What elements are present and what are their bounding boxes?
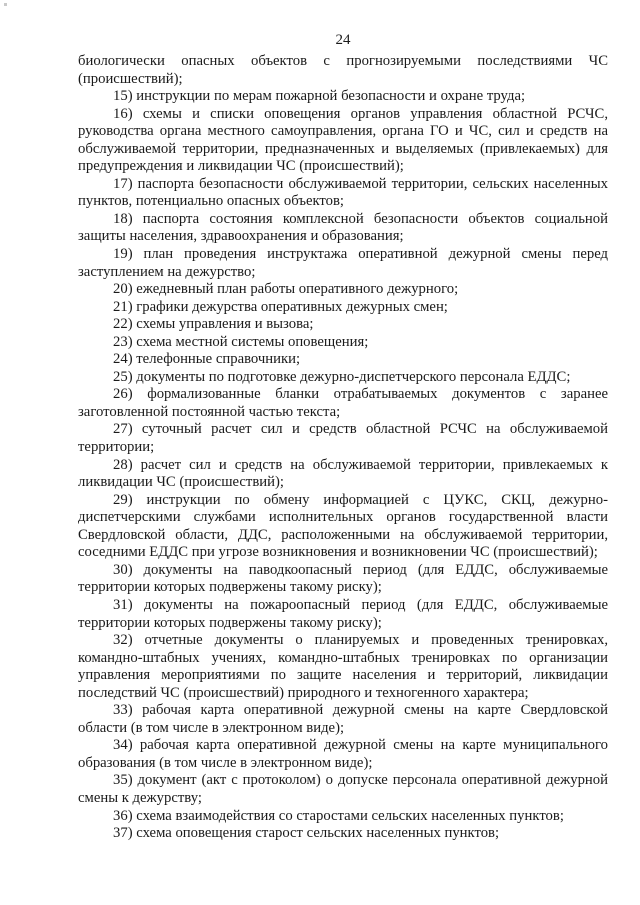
- list-item-27: 27) суточный расчет сил и средств областной РСЧС на обслуживаемой территории;: [78, 421, 608, 456]
- list-item-16: 16) схемы и списки оповещения органов управления областной РСЧС, руководства органа местного самоуправления, органа ГО и ЧС, сил и средств на обслуживаемой территории, предназначенных и выделяемых (привлекаемых) для предупреждения и ликвидации ЧС (происшествий);: [78, 105, 608, 175]
- list-item-33: 33) рабочая карта оперативной дежурной смены на карте Свердловской области (в том числе в электронном виде);: [78, 702, 608, 736]
- list-item-37: 37) схема оповещения старост сельских населенных пунктов;: [113, 825, 500, 842]
- list-item-35: 35) документ (акт с протоколом) о допуске персонала оперативной дежурной смены к дежурству;: [78, 772, 608, 806]
- list-item-29: 29) инструкции по обмену информацией с ЦУКС, СКЦ, дежурно-диспетчерскими службами исполнительных органов государственной власти Свердловской области, ДДС, расположенными на обслуживаемой территории, соседними ЕДДС при угрозе возникновения и возникновении ЧС (происшествий);: [78, 491, 608, 561]
- list-item-31: 31) документы на пожароопасный период (для ЕДДС, обслуживаемые территории которых подвержены такому риску);: [78, 596, 608, 631]
- list-item-20: 20) ежедневный план работы оперативного дежурного;: [113, 281, 459, 298]
- list-item-22: 22) схемы управления и вызова;: [113, 316, 314, 333]
- list-item-28: 28) расчет сил и средств на обслуживаемой территории, привлекаемых к ликвидации ЧС (происшествий);: [78, 456, 608, 491]
- list-item-17: 17) паспорта безопасности обслуживаемой территории, сельских населенных пунктов, потенциально опасных объектов;: [78, 175, 608, 210]
- list-item-26: 26) формализованные бланки отрабатываемых документов с заранее заготовленной постоянной частью текста;: [78, 386, 608, 420]
- paragraph-continuation: биологически опасных объектов с прогнозируемыми последствиями ЧС (происшествий);: [78, 53, 608, 87]
- list-item-30: 30) документы на паводкоопасный период (для ЕДДС, обслуживаемые территории которых подвержены такому риску);: [78, 561, 608, 596]
- list-item-32: 32) отчетные документы о планируемых и проведенных тренировках, командно-штабных учениях, командно-штабных тренировках по организации управления мероприятиями по защите населения и территорий, ликвидации последствий ЧС (происшествий) природного и техногенного характера;: [78, 632, 608, 701]
- list-item-18: 18) паспорта состояния комплексной безопасности объектов социальной защиты населения, здравоохранения и образования;: [78, 210, 608, 245]
- list-item-15: 15) инструкции по мерам пожарной безопасности и охране труда;: [113, 88, 526, 105]
- list-item-21: 21) графики дежурства оперативных дежурных смен;: [113, 298, 448, 315]
- list-item-25: 25) документы по подготовке дежурно-диспетчерского персонала ЕДДС;: [113, 368, 571, 385]
- scan-speck: [4, 3, 7, 6]
- list-item-36: 36) схема взаимодействия со старостами сельских населенных пунктов;: [113, 807, 564, 824]
- list-item-34: 34) рабочая карта оперативной дежурной смены на карте муниципального образования (в том числе в электронном виде);: [78, 737, 608, 771]
- list-item-24: 24) телефонные справочники;: [113, 351, 301, 368]
- page-number: 24: [335, 32, 351, 48]
- list-item-19: 19) план проведения инструктажа оперативной дежурной смены перед заступлением на дежурство;: [78, 246, 608, 280]
- document-body: [78, 53, 608, 843]
- list-item-23: 23) схема местной системы оповещения;: [113, 333, 369, 350]
